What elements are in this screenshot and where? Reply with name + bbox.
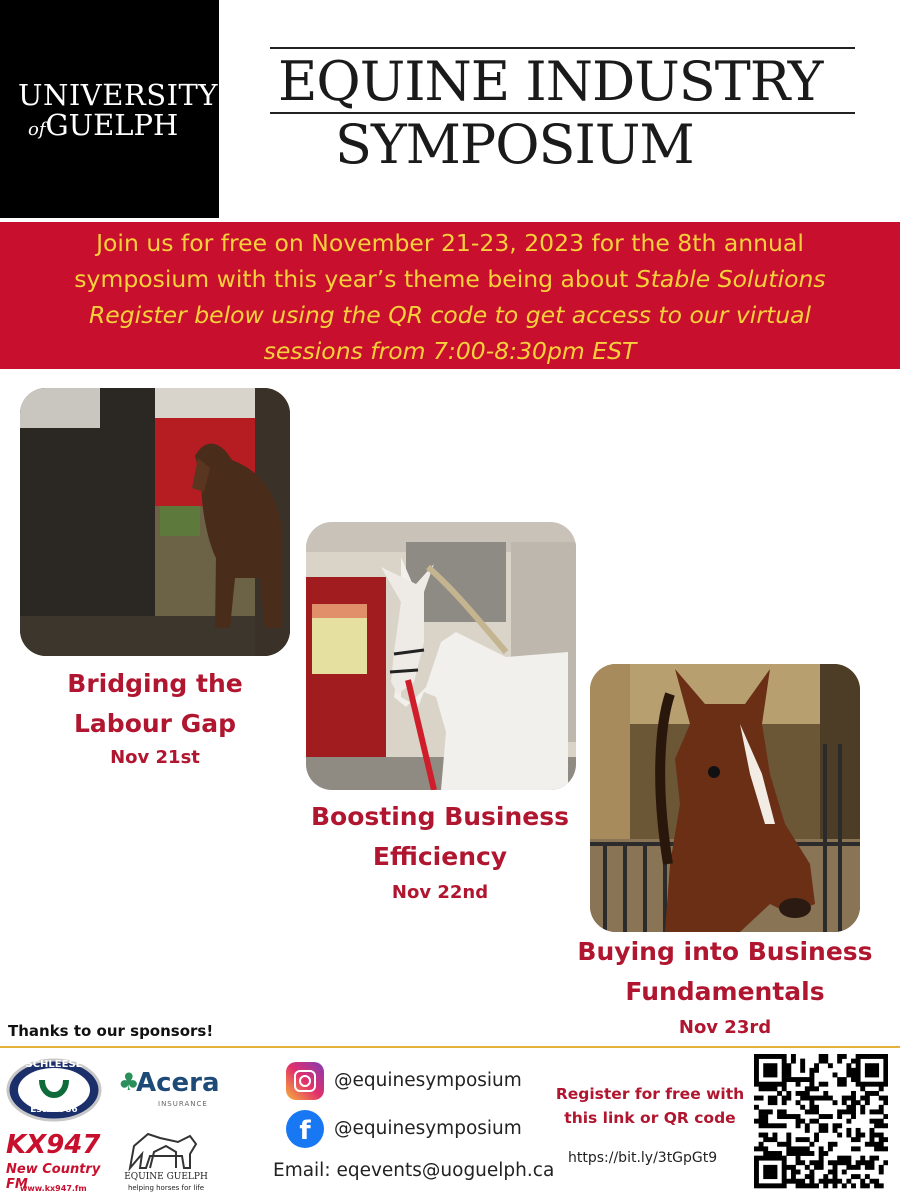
session3-title-line1: Buying into Business — [577, 937, 873, 966]
symposium-title-line2: SYMPOSIUM — [335, 113, 694, 176]
horses-icon — [120, 1124, 212, 1172]
university-logo-of: of — [28, 119, 46, 140]
session2-title-line2: Efficiency — [372, 842, 508, 871]
equine-guelph-logo — [120, 1124, 212, 1198]
university-logo-line2 — [28, 108, 178, 142]
session3-title-line2: Fundamentals — [625, 977, 825, 1006]
white-horse-image — [306, 522, 576, 790]
info-banner — [0, 222, 900, 369]
banner-line2 — [0, 261, 900, 297]
kx947-url: www.kx947.fm — [20, 1184, 87, 1193]
acera-sub: INSURANCE — [158, 1100, 208, 1108]
facebook-handle[interactable]: @equinesymposium — [334, 1118, 522, 1139]
banner-line2-text: symposium with this year’s theme being about — [74, 265, 636, 293]
university-logo-guelph: GUELPH — [45, 108, 179, 142]
register-line2: this link or QR code — [564, 1109, 736, 1127]
registration-link[interactable]: https://bit.ly/3tGpGt9 — [568, 1150, 718, 1166]
equine-guelph-tagline: helping horses for life — [127, 1184, 205, 1192]
register-instructions — [555, 1082, 745, 1130]
session1-date: Nov 21st — [110, 747, 200, 768]
kx947-wordmark: KX947 — [6, 1130, 101, 1160]
facebook-icon[interactable]: f — [286, 1110, 324, 1148]
university-of-guelph-logo — [0, 0, 219, 218]
registration-qr-code[interactable] — [754, 1054, 888, 1190]
sponsors-heading: Thanks to our sponsors! — [8, 1022, 214, 1040]
horse-doorway-image — [20, 388, 290, 656]
acera-name: Acera — [136, 1068, 220, 1098]
schleese-name: SCHLEESE — [25, 1059, 83, 1070]
session1-title — [40, 664, 270, 744]
kx947-tagline: New Country FM — [6, 1162, 101, 1192]
session3-date: Nov 23rd — [678, 1017, 772, 1038]
session1-title-line2: Labour Gap — [74, 709, 236, 738]
session1-title-line1: Bridging the — [67, 669, 243, 698]
instagram-icon[interactable] — [286, 1062, 324, 1100]
acera-leaf-icon: ♣ — [118, 1068, 140, 1096]
banner-line1: Join us for free on November 21-23, 2023 for the 8th annual — [96, 229, 804, 257]
university-logo-line1: UNIVERSITY — [18, 78, 219, 112]
symposium-title-line1: EQUINE INDUSTRY — [278, 50, 823, 113]
session2-title — [300, 797, 580, 877]
schleese-logo — [6, 1058, 102, 1122]
banner-line3: Register below using the QR code to get access to our virtual — [88, 301, 812, 329]
session3-title — [575, 932, 875, 1012]
bay-horse-image — [590, 664, 860, 932]
banner-line4: sessions from 7:00-8:30pm EST — [263, 337, 637, 365]
horse-photo-business-fundamentals — [590, 664, 860, 932]
equine-guelph-name: EQUINE GUELPH — [124, 1172, 208, 1182]
session2-date: Nov 22nd — [391, 882, 489, 903]
schleese-est: Est. 1986 — [30, 1105, 78, 1115]
horse-photo-business-efficiency — [306, 522, 576, 790]
contact-email[interactable]: Email: eqevents@uoguelph.ca — [273, 1160, 555, 1181]
session2-title-line1: Boosting Business — [310, 802, 570, 831]
qr-code-icon — [754, 1054, 888, 1190]
kx947-logo — [6, 1130, 116, 1198]
instagram-handle[interactable]: @equinesymposium — [334, 1070, 522, 1091]
footer-divider — [0, 1046, 900, 1048]
register-line1: Register for free with — [555, 1085, 745, 1103]
title-top-rule — [270, 47, 855, 49]
banner-theme: Stable Solutions — [635, 265, 826, 293]
horse-photo-labour-gap — [20, 388, 290, 656]
acera-logo — [118, 1068, 218, 1110]
